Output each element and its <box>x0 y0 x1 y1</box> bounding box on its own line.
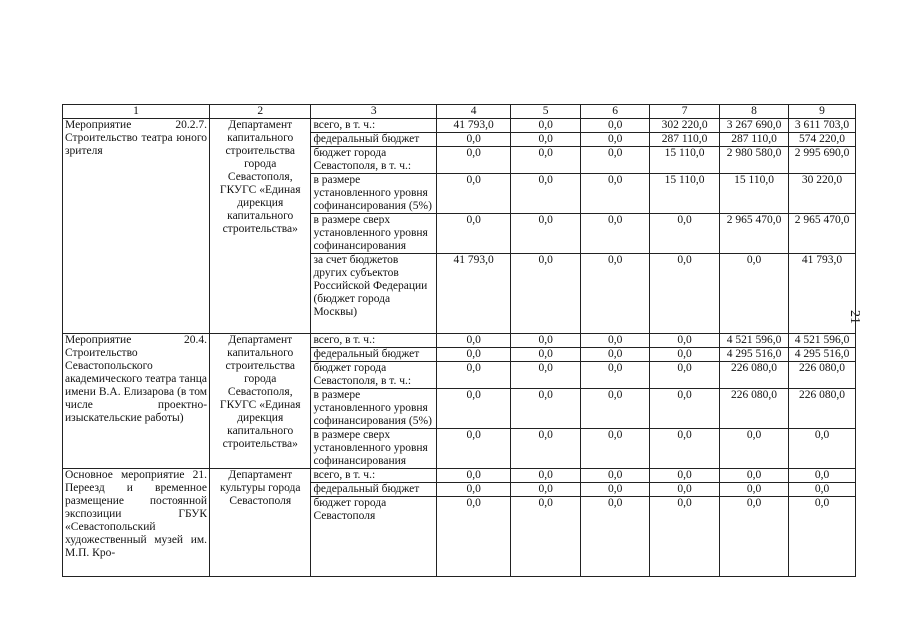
amount-cell: 0,0 <box>581 429 650 469</box>
funding-source: в размере установленного уровня софинансирования (5%) <box>311 174 437 214</box>
amount-cell: 4 521 596,0 <box>789 334 856 348</box>
page-number: 21 <box>847 310 862 324</box>
amount-cell: 0,0 <box>511 334 581 348</box>
table-body <box>63 105 856 577</box>
amount-cell: 0,0 <box>650 334 720 348</box>
amount-cell: 0,0 <box>511 254 581 334</box>
amount-cell: 3 611 703,0 <box>789 119 856 133</box>
table-row <box>63 469 856 483</box>
amount-cell: 0,0 <box>437 147 511 174</box>
amount-cell: 0,0 <box>511 147 581 174</box>
header-row <box>63 105 856 119</box>
amount-cell: 41 793,0 <box>437 254 511 334</box>
amount-cell: 0,0 <box>650 483 720 497</box>
funding-source: бюджет города Севастополя, в т. ч.: <box>311 362 437 389</box>
amount-cell: 0,0 <box>437 133 511 147</box>
funding-source: всего, в т. ч.: <box>311 334 437 348</box>
amount-cell: 0,0 <box>511 133 581 147</box>
amount-cell: 0,0 <box>511 497 581 577</box>
funding-source: всего, в т. ч.: <box>311 119 437 133</box>
amount-cell: 0,0 <box>511 348 581 362</box>
amount-cell: 574 220,0 <box>789 133 856 147</box>
header-cell: 4 <box>437 105 511 119</box>
funding-source: бюджет города Севастополя, в т. ч.: <box>311 147 437 174</box>
funding-source: за счет бюджетов других субъектов Российской Федерации (бюджет города Москвы) <box>311 254 437 334</box>
amount-cell: 41 793,0 <box>789 254 856 334</box>
amount-cell: 15 110,0 <box>720 174 789 214</box>
amount-cell: 0,0 <box>437 214 511 254</box>
amount-cell: 15 110,0 <box>650 174 720 214</box>
funding-source: в размере сверх установленного уровня софинансирования <box>311 214 437 254</box>
amount-cell: 0,0 <box>581 469 650 483</box>
amount-cell: 0,0 <box>437 348 511 362</box>
amount-cell: 0,0 <box>437 497 511 577</box>
header-cell: 3 <box>311 105 437 119</box>
amount-cell: 2 965 470,0 <box>720 214 789 254</box>
amount-cell: 0,0 <box>581 334 650 348</box>
amount-cell: 226 080,0 <box>789 362 856 389</box>
amount-cell: 15 110,0 <box>650 147 720 174</box>
amount-cell: 0,0 <box>581 348 650 362</box>
funding-source: в размере установленного уровня софинансирования (5%) <box>311 389 437 429</box>
amount-cell: 0,0 <box>581 389 650 429</box>
budget-table <box>62 104 856 577</box>
amount-cell: 0,0 <box>437 429 511 469</box>
amount-cell: 0,0 <box>511 119 581 133</box>
funding-source: бюджет города Севастополя <box>311 497 437 577</box>
amount-cell: 287 110,0 <box>720 133 789 147</box>
amount-cell: 0,0 <box>511 174 581 214</box>
funding-source: федеральный бюджет <box>311 483 437 497</box>
amount-cell: 0,0 <box>650 469 720 483</box>
amount-cell: 0,0 <box>437 389 511 429</box>
amount-cell: 41 793,0 <box>437 119 511 133</box>
table-row <box>63 334 856 348</box>
amount-cell: 0,0 <box>650 348 720 362</box>
amount-cell: 0,0 <box>720 469 789 483</box>
amount-cell: 0,0 <box>581 254 650 334</box>
amount-cell: 226 080,0 <box>720 362 789 389</box>
amount-cell: 0,0 <box>437 469 511 483</box>
amount-cell: 0,0 <box>511 389 581 429</box>
amount-cell: 0,0 <box>581 133 650 147</box>
amount-cell: 2 995 690,0 <box>789 147 856 174</box>
responsible-organization: Департамент капитального строительства города Севастополя, ГКУГС «Единая дирекция капитального строительства» <box>210 334 311 469</box>
amount-cell: 0,0 <box>511 469 581 483</box>
responsible-organization: Департамент капитального строительства города Севастополя, ГКУГС «Единая дирекция капитального строительства» <box>210 119 311 334</box>
amount-cell: 0,0 <box>437 334 511 348</box>
responsible-organization: Департамент культуры города Севастополя <box>210 469 311 577</box>
amount-cell: 0,0 <box>650 214 720 254</box>
amount-cell: 0,0 <box>581 214 650 254</box>
amount-cell: 0,0 <box>720 254 789 334</box>
amount-cell: 0,0 <box>789 429 856 469</box>
amount-cell: 0,0 <box>511 429 581 469</box>
amount-cell: 2 980 580,0 <box>720 147 789 174</box>
header-cell: 7 <box>650 105 720 119</box>
amount-cell: 0,0 <box>720 497 789 577</box>
header-cell: 2 <box>210 105 311 119</box>
amount-cell: 0,0 <box>650 254 720 334</box>
amount-cell: 0,0 <box>650 389 720 429</box>
amount-cell: 0,0 <box>437 174 511 214</box>
funding-source: всего, в т. ч.: <box>311 469 437 483</box>
amount-cell: 0,0 <box>581 483 650 497</box>
amount-cell: 0,0 <box>650 497 720 577</box>
amount-cell: 226 080,0 <box>720 389 789 429</box>
amount-cell: 0,0 <box>437 362 511 389</box>
funding-source: федеральный бюджет <box>311 348 437 362</box>
header-cell: 9 <box>789 105 856 119</box>
amount-cell: 287 110,0 <box>650 133 720 147</box>
amount-cell: 0,0 <box>511 214 581 254</box>
amount-cell: 0,0 <box>650 362 720 389</box>
amount-cell: 0,0 <box>511 362 581 389</box>
amount-cell: 0,0 <box>789 469 856 483</box>
funding-source: федеральный бюджет <box>311 133 437 147</box>
funding-source: в размере сверх установленного уровня софинансирования <box>311 429 437 469</box>
header-cell: 8 <box>720 105 789 119</box>
amount-cell: 0,0 <box>581 497 650 577</box>
amount-cell: 4 521 596,0 <box>720 334 789 348</box>
amount-cell: 3 267 690,0 <box>720 119 789 133</box>
amount-cell: 0,0 <box>437 483 511 497</box>
table-row <box>63 119 856 133</box>
amount-cell: 4 295 516,0 <box>789 348 856 362</box>
activity-description: Основное мероприятие 21. Переезд и временное размещение постоянной экспозиции ГБУК «Севастопольский художественный музей им. М.П. Кро- <box>63 469 210 577</box>
activity-description: Мероприятие 20.2.7. Строительство театра юного зрителя <box>63 119 210 334</box>
amount-cell: 0,0 <box>720 483 789 497</box>
amount-cell: 226 080,0 <box>789 389 856 429</box>
amount-cell: 0,0 <box>511 483 581 497</box>
amount-cell: 0,0 <box>581 147 650 174</box>
amount-cell: 0,0 <box>789 497 856 577</box>
header-cell: 5 <box>511 105 581 119</box>
amount-cell: 0,0 <box>789 483 856 497</box>
activity-description: Мероприятие 20.4. Строительство Севастопольского академического театра танца имени В.А. Елизарова (в том числе проектно-изыскательские работы) <box>63 334 210 469</box>
amount-cell: 0,0 <box>581 174 650 214</box>
amount-cell: 0,0 <box>581 362 650 389</box>
amount-cell: 0,0 <box>720 429 789 469</box>
amount-cell: 4 295 516,0 <box>720 348 789 362</box>
header-cell: 6 <box>581 105 650 119</box>
amount-cell: 30 220,0 <box>789 174 856 214</box>
amount-cell: 302 220,0 <box>650 119 720 133</box>
amount-cell: 0,0 <box>650 429 720 469</box>
header-cell: 1 <box>63 105 210 119</box>
amount-cell: 0,0 <box>581 119 650 133</box>
amount-cell: 2 965 470,0 <box>789 214 856 254</box>
